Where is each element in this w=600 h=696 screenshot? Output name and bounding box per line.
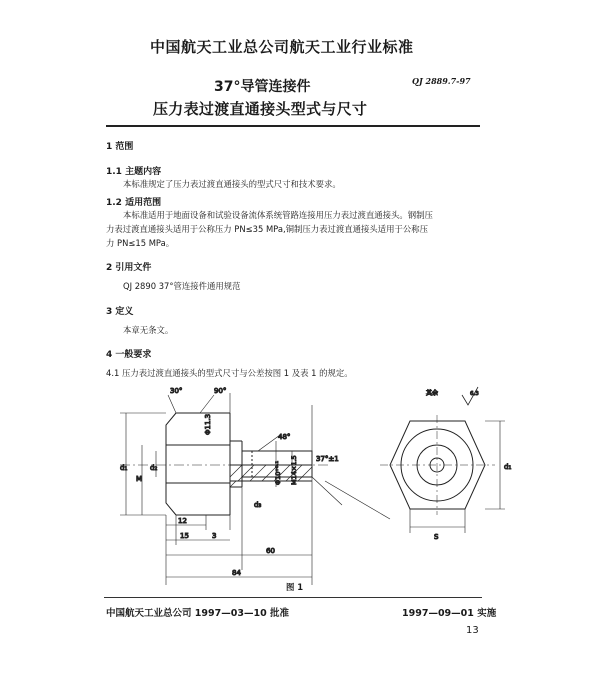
doc-title-line1: 37°导管连接件 <box>214 79 311 95</box>
label-roughness-prefix: 其余 <box>426 390 439 397</box>
label-84: 84 <box>232 569 241 577</box>
section-3-text: 本章无条文。 <box>123 325 174 335</box>
org-title: 中国航天工业总公司航天工业行业标准 <box>150 38 414 56</box>
section-1-heading: 1 范围 <box>106 142 134 152</box>
standard-number: QJ 2889.7-97 <box>412 76 471 86</box>
section-2-heading: 2 引用文件 <box>106 263 152 273</box>
footer-implementation: 1997—09—01 实施 <box>402 608 497 619</box>
label-d3: d₃ <box>254 501 262 509</box>
label-48deg: 48° <box>278 433 291 441</box>
label-60: 60 <box>266 547 275 555</box>
footer-approval: 中国航天工业总公司 1997—03—10 批准 <box>106 608 289 619</box>
label-37deg: 37°±1 <box>316 455 339 463</box>
section-1-2-heading: 1.2 适用范围 <box>106 198 162 208</box>
section-1-2-text-line3: 力 PN≤15 MPa。 <box>106 238 175 248</box>
label-S: S <box>434 533 439 541</box>
section-1-1-heading: 1.1 主题内容 <box>106 167 162 177</box>
label-d1: d₁ <box>120 464 128 472</box>
label-M: M <box>136 475 143 483</box>
figure-caption: 图 1 <box>286 582 304 592</box>
doc-title-line2: 压力表过渡直通接头型式与尺寸 <box>153 100 368 118</box>
label-d2: d₂ <box>150 464 158 472</box>
section-1-2-text-line1: 本标准适用于地面设备和试验设备流体系统管路连接用压力表过渡直通接头。钢制压 <box>123 210 433 220</box>
section-1-1-text: 本标准规定了压力表过渡直通接头的型式尺寸和技术要求。 <box>123 179 341 189</box>
footer-rule <box>104 597 482 598</box>
end-view <box>380 387 505 533</box>
label-roughness-value: 6.3 <box>470 391 479 397</box>
section-4-1-text: 4.1 压力表过渡直通接头的型式尺寸与公差按图 1 及表 1 的规定。 <box>106 368 353 378</box>
section-1-2-text-line2: 力表过渡直通接头适用于公称压力 PN≤35 MPa,铜制压力表过渡直通接头适用于公称压 <box>106 224 429 234</box>
label-dia10: Φ10⁺⁰·¹ <box>274 460 282 485</box>
figure-1-drawing <box>80 385 520 595</box>
page-number: 13 <box>466 625 479 636</box>
label-end-d1: d₁ <box>504 463 512 471</box>
label-thread: M14×1.5 <box>290 455 298 485</box>
label-30deg: 30° <box>170 387 183 395</box>
section-2-text: QJ 2890 37°管连接件通用规范 <box>123 281 241 291</box>
label-3: 3 <box>212 532 217 540</box>
side-view <box>120 393 390 585</box>
label-dia113: Φ11.3 <box>204 413 212 435</box>
label-90deg: 90° <box>214 387 227 395</box>
section-4-heading: 4 一般要求 <box>106 350 152 360</box>
label-15: 15 <box>180 532 189 540</box>
label-12: 12 <box>178 517 187 525</box>
section-3-heading: 3 定义 <box>106 307 134 317</box>
header-rule <box>106 125 480 127</box>
